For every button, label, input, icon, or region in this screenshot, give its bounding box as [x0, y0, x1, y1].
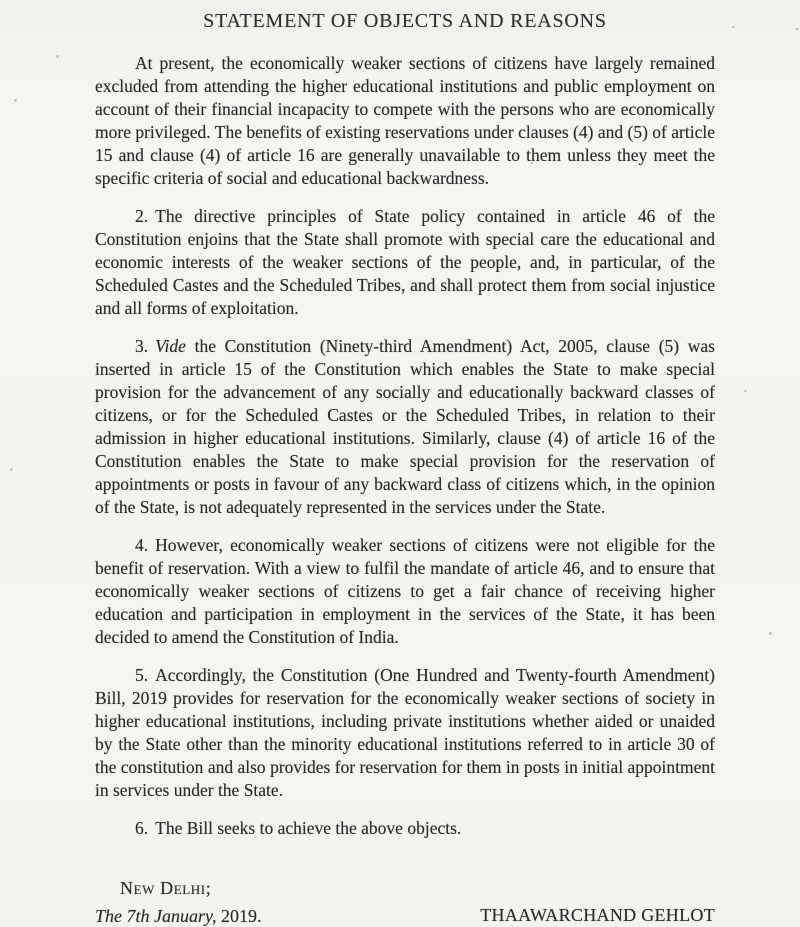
paragraph-5: [95, 664, 715, 802]
scan-speck: [56, 55, 59, 58]
footer-place: New Delhi;: [120, 878, 212, 898]
scan-speck: [530, 162, 533, 164]
paragraph-number: 3.: [135, 336, 149, 356]
footer-signatory: THAAWARCHAND GEHLOT: [480, 905, 715, 925]
paragraph-4: [95, 534, 715, 649]
paragraph-intro: [95, 52, 715, 190]
document-title: STATEMENT OF OBJECTS AND REASONS: [203, 10, 607, 32]
paragraph-text: The directive principles of State policy contained in article 46 of the Constitution enjoins that the State shall promote with special care the educational and economic interests of the weaker sections of the people, and, in particular, of the Scheduled Castes and the Scheduled Tribes, and shall protect them from social injustice and all forms of exploitation.: [95, 206, 715, 318]
paragraph-text: the Constitution (Ninety-third Amendment) Act, 2005, clause (5) was inserted in article 15 of the Constitution which enables the State to make special provision for the advancement of any socially and educationally backward classes of citizens, or for the Scheduled Castes or the Scheduled Tribes, in relation to their admission in higher educational institutions. Similarly, clause (4) of article 16 of the Constitution enables the State to make special provision for the reservation of appointments or posts in favour of any backward class of citizens which, in the opinion of the State, is not adequately represented in the services under the State.: [95, 336, 715, 517]
paragraph-number: 5.: [135, 665, 149, 685]
paragraph-text: The Bill seeks to achieve the above objects.: [155, 818, 462, 838]
footer-date: [95, 906, 262, 927]
paragraph-italic-lead: Vide: [155, 336, 186, 356]
scan-speck: [14, 99, 17, 102]
footer-date-year: 2019.: [221, 906, 262, 926]
paragraph-number: 6.: [135, 818, 149, 838]
scan-speck: [732, 26, 735, 28]
scan-speck: [10, 468, 13, 471]
paragraph-6: [95, 817, 715, 840]
paragraph-text: Accordingly, the Constitution (One Hundred and Twenty-fourth Amendment) Bill, 2019 provides for reservation for the economically weaker sections of society in higher educational institutions, including private institutions whether aided or unaided by the State other than the minority educational institutions referred to in article 30 of the constitution and also provides for reservation for them in posts in initial appointment in services under the State.: [95, 665, 715, 800]
paragraph-text: However, economically weaker sections of citizens were not eligible for the benefit of reservation. With a view to fulfil the mandate of article 46, and to ensure that economically weaker sections of citizens to get a fair chance of receiving higher education and participation in employment in the services of the State, it has been decided to amend the Constitution of India.: [95, 535, 715, 647]
scan-speck: [744, 390, 747, 392]
footer-date-italic: The 7th January,: [95, 906, 217, 926]
paragraph-2: [95, 205, 715, 320]
paragraph-number: 4.: [135, 535, 149, 555]
paragraph-3: [95, 335, 715, 519]
scan-speck: [795, 28, 799, 30]
paragraph-text: At present, the economically weaker sections of citizens have largely remained excluded from attending the higher educational institutions and public employment on account of their financial incapacity to compete with the persons who are economically more privileged. The benefits of existing reservations under clauses (4) and (5) of article 15 and clause (4) of article 16 are generally unavailable to them unless they meet the specific criteria of social and educational backwardness.: [95, 53, 715, 188]
document-body: [95, 52, 715, 840]
document-footer: [95, 878, 715, 927]
paragraph-number: 2.: [135, 206, 149, 226]
scan-speck: [769, 632, 772, 635]
footer-left-block: [95, 878, 262, 927]
